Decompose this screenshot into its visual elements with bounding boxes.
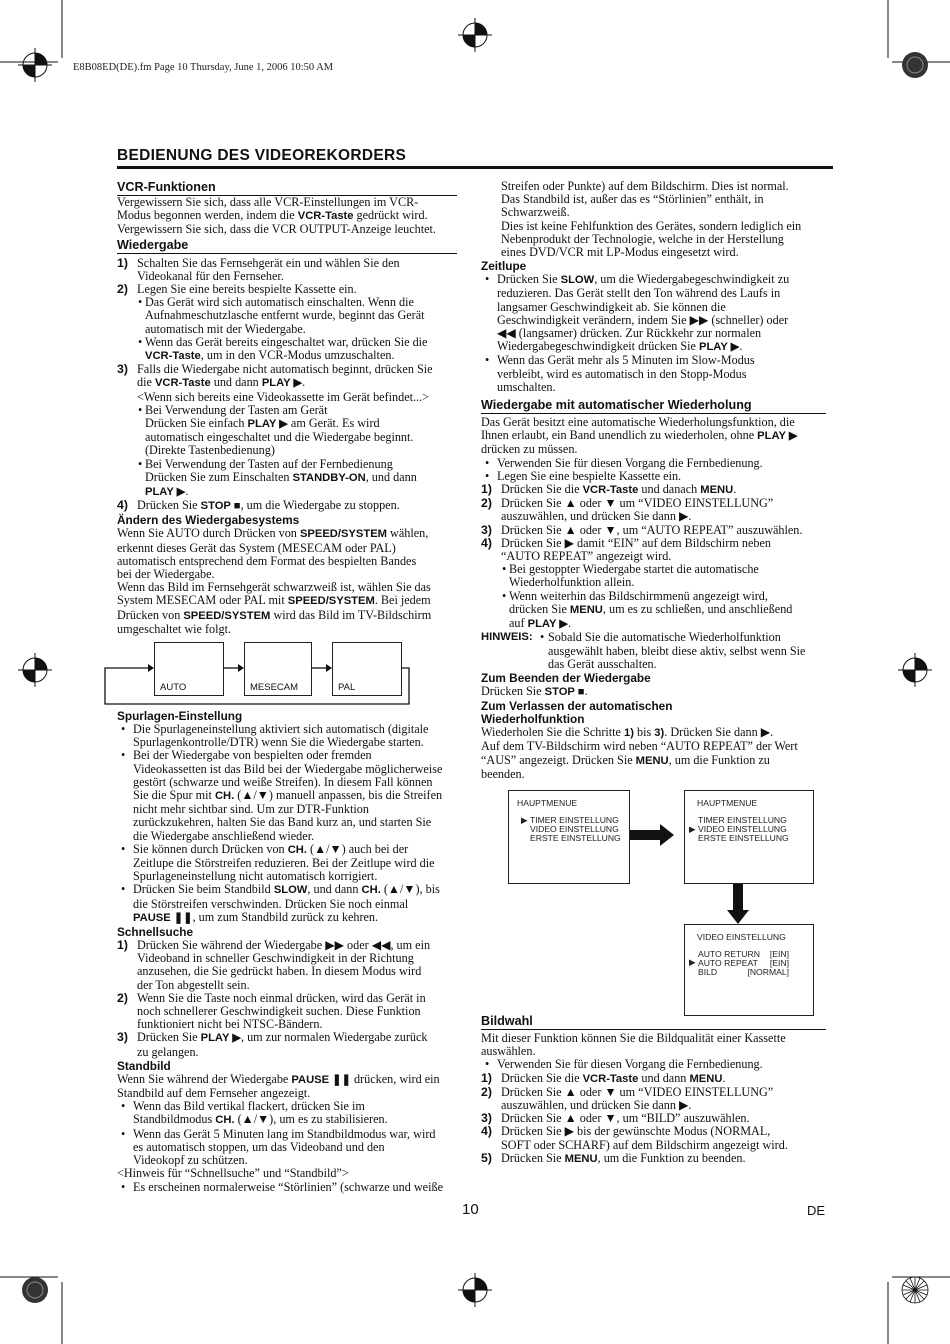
standbild-bullet-2: • Wenn das Gerät 5 Minuten lang im Standbildmodus war, wird es automatisch stoppen, um das Videoband und den Videokopf zu schützen. (117, 1128, 457, 1168)
section-title-wiedergabe: Wiedergabe (117, 238, 457, 254)
subsection-spurlagen: Spurlagen-Einstellung (117, 709, 243, 723)
left-column (117, 180, 457, 636)
auto-step-4: 4) Drücken Sie ▶ damit “EIN” auf dem Bildschirm neben “AUTO REPEAT” angezeigt wird. (481, 535, 771, 564)
bildwahl-step-3: 3) Drücken Sie ▲ oder ▼, um “BILD” auszuwählen. (481, 1111, 750, 1126)
osd-screen-main-menu-2: HAUPTMENUE ▶ TIMER EINSTELLUNG VIDEO EINSTELLUNG ERSTE EINSTELLUNG (684, 790, 814, 884)
aendern-para-2: Wenn das Bild im Fernsehgerät schwarzweiß ist, wählen Sie das System MESECAM oder PAL mit SPEED/SYSTEM. Bei jedem Drücken von SPEED/SYSTEM wird das Bild im TV-Bildschirm umgeschaltet wie folgt. (117, 580, 432, 636)
title-rule (117, 166, 833, 169)
step-2-bullet-1: • Das Gerät wird sich automatisch einschalten. Wenn die Aufnahmeschutzlasche entfernt wurde, beginnt das Gerät automatisch mit der Wiedergabe. (117, 296, 457, 336)
schnell-step-3: 3) Drücken Sie PLAY ▶, um zur normalen Wiedergabe zurück zu gelangen. (117, 1030, 428, 1059)
section-title-auto-repeat: Wiedergabe mit automatischer Wiederholung (481, 398, 826, 414)
osd-screen-video-settings: VIDEO EINSTELLUNG ▶ AUTO RETURN AUTO REPEAT BILD [EIN] [EIN] [NORMAL] (684, 924, 814, 1016)
subsection-zeitlupe: Zeitlupe (481, 259, 527, 274)
arrow-right-icon (630, 824, 674, 846)
auto-step-3: 3) Drücken Sie ▲ oder ▼, um “AUTO REPEAT” auszuwählen. (481, 522, 803, 537)
schnell-step-2: 2) Wenn Sie die Taste noch einmal drücken, wird das Gerät in noch schnellerer Geschwindigkeit suchen. Diese Funktion funktioniert nicht bei NTSC-Bändern. (117, 990, 426, 1032)
zeitlupe-bullet-2: • Wenn das Gerät mehr als 5 Minuten im Slow-Modus verbleibt, wird es automatisch in den Stopp-Modus umschalten. (481, 354, 826, 394)
spur-bullet-3: • Sie können durch Drücken von CH. (▲/▼) auch bei der Zeitlupe die Störstreifen reduzieren. Bei der Zeitlupe wird die Spurlageneinstellung nicht automatisch korrigiert. (117, 843, 457, 884)
zeitlupe-bullet-1: • Drücken Sie SLOW, um die Wiedergabegeschwindigkeit zu reduzieren. Das Gerät stellt den Ton während des Laufs in langsamer Geschwindigkeit ab. Sie können die Geschwindigkeit verändern, indem Sie ▶▶ (schneller) oder ◀◀ (langsamer) drücken. Zur Rückkehr zur normalen Wiedergabegeschwindigkeit drücken Sie PLAY ▶. (481, 273, 826, 354)
bildwahl-intro: Mit dieser Funktion können Sie die Bildqualität einer Kassette auswählen. (481, 1031, 786, 1059)
left-column-lower (117, 709, 457, 1194)
hinweis-bullet-1: • Es erscheinen normalerweise “Störlinien” (schwarze und weiße (117, 1181, 457, 1194)
auto-step-1: 1) Drücken Sie die VCR-Taste und danach MENU. (481, 482, 737, 497)
spur-bullet-2: • Bei der Wiedergabe von bespielten oder fremden Videokassetten ist das Bild bei der Wiedergabe möglicherweise gestört (schwarze und weiße Streifen). In diesem Fall können Sie die Spur mit CH. (▲/▼) manuell anpassen, bis die Streifen nicht mehr sichtbar sind. Um zur DTR-Funktion zurückzukehren, halten Sie das Band kurz an, und starten Sie die Wiedergabe anschließend wieder. (117, 749, 457, 842)
mode-box-pal: PAL (332, 642, 402, 696)
page-title: BEDIENUNG DES VIDEOREKORDERS (117, 147, 407, 164)
step-2: 2) Legen Sie eine bereits bespielte Kassette ein. (117, 282, 357, 297)
verlassen-para-1: Wiederholen Sie die Schritte 1) bis 3). Drücken Sie dann ▶. (481, 725, 774, 740)
vcr-intro: Vergewissern Sie sich, dass alle VCR-Einstellungen im VCR- Modus begonnen werden, indem die VCR-Taste gedrückt wird. Vergewissern Sie sich, dass die VCR OUTPUT-Anzeige leuchtet. (117, 195, 436, 237)
step-3-bullet-2: • Bei Verwendung der Tasten auf der Fernbedienung Drücken Sie zum Einschalten STANDBY-ON, und dann PLAY ▶. (117, 458, 457, 500)
aendern-para-1: Wenn Sie AUTO durch Drücken von SPEED/SYSTEM wählen, erkennt dieses Gerät das System (MESECAM oder PAL) automatisch entsprechend dem Format des bespielten Bandes bei der Wiedergabe. (117, 526, 429, 582)
step-1: 1) Schalten Sie das Fernsehgerät ein und wählen Sie den Videokanal für den Fernseher. (117, 255, 400, 283)
auto-bullet-2: • Legen Sie eine bespielte Kassette ein. (481, 470, 826, 483)
step-3-bullet-1: • Bei Verwendung der Tasten am Gerät Drücken Sie einfach PLAY ▶ am Gerät. Es wird automatisch eingeschaltet und die Wiedergabe beginnt. (Direkte Tastenbedienung) (117, 404, 457, 458)
right-column (481, 180, 826, 781)
mode-box-mesecam: MESECAM (244, 642, 312, 696)
auto-step-4-bullet-2: • Wenn weiterhin das Bildschirmmenü angezeigt wird, drücken Sie MENU, um es zu schließen, und anschließend auf PLAY ▶. (481, 590, 826, 632)
schnell-step-1: 1) Drücken Sie während der Wiedergabe ▶▶ oder ◀◀, um ein Videoband in schneller Geschwindigkeit in der Richtung anzusehen, die Sie gedrückt haben. In diesem Modus wird der Ton abgestellt sein. (117, 938, 431, 992)
spur-bullet-1: • Die Spurlageneinstellung aktiviert sich automatisch (digitale Spurlagenkontrolle/DTR) wenn Sie die Wiedergabe starten. (117, 723, 457, 749)
step-3-condition: <Wenn sich bereits eine Videokassette im Gerät befindet...> (137, 389, 430, 404)
beenden-text: Drücken Sie STOP ■. (481, 683, 588, 698)
mode-box-auto: AUTO (154, 642, 224, 696)
bildwahl-step-5: 5) Drücken Sie MENU, um die Funktion zu beenden. (481, 1150, 746, 1165)
hinweis-heading: <Hinweis für “Schnellsuche” und “Standbild”> (117, 1166, 349, 1181)
standbild-para: Wenn Sie während der Wiedergabe PAUSE ❚❚ drücken, wird ein Standbild auf dem Fernseher angezeigt. (117, 1071, 440, 1101)
bildwahl-step-2: 2) Drücken Sie ▲ oder ▼ um “VIDEO EINSTELLUNG” auszuwählen, und drücken Sie dann ▶. (481, 1084, 774, 1113)
subsection-schnellsuche: Schnellsuche (117, 925, 194, 940)
hinweis-continuation: Streifen oder Punkte) auf dem Bildschirm. Dies ist normal. Das Standbild ist, außer das es “Störlinien” enthält, in Schwarzweiß. Dies ist keine Fehlfunktion des Gerätes, sondern lediglich ein Nebenprodukt der Technologie, welche in der Herstellung eines DVD/VCR mit LP-Modus eingesetzt wird. (501, 179, 802, 260)
standbild-bullet-1: • Wenn das Bild vertikal flackert, drücken Sie im Standbildmodus CH. (▲/▼), um es zu stabilisieren. (117, 1100, 457, 1127)
right-column-bildwahl (481, 1014, 826, 1166)
verlassen-para-2: Auf dem TV-Bildschirm wird neben “AUTO REPEAT” der Wert “AUS” angezeigt. Drücken Sie MENU, um die Funktion zu beenden. (481, 739, 798, 781)
subsection-verlassen: Zum Verlassen der automatischen Wiederholfunktion (481, 699, 673, 727)
page-number: 10 (462, 1201, 479, 1218)
language-code: DE (807, 1203, 826, 1218)
cycle-arrows (104, 642, 434, 708)
spur-bullet-4: • Drücken Sie beim Standbild SLOW, und dann CH. (▲/▼), bis die Störstreifen verschwinden. Drücken Sie noch einmal PAUSE ❚❚, um zum Standbild zurück zu kehren. (117, 883, 457, 925)
section-title-vcr: VCR-Funktionen (117, 180, 457, 196)
auto-intro: Das Gerät besitzt eine automatische Wiederholungsfunktion, die Ihnen erlaubt, ein Band unendlich zu wiederholen, ohne PLAY ▶ drücken zu müssen. (481, 415, 798, 457)
section-title-bildwahl: Bildwahl (481, 1014, 826, 1030)
step-3: 3) Falls die Wiedergabe nicht automatisch beginnt, drücken Sie die VCR-Taste und dann PLAY ▶. (117, 362, 433, 390)
subsection-standbild: Standbild (117, 1058, 171, 1073)
hinweis-note: HINWEIS: • Sobald Sie die automatische Wiederholfunktion ausgewählt haben, bleibt diese aktiv, selbst wenn Sie das Gerät ausschalten. (481, 630, 806, 671)
bildwahl-step-4: 4) Drücken Sie ▶ bis der gewünschte Modus (NORMAL, SOFT oder SCHARF) auf dem Bildschirm angezeigt wird. (481, 1124, 788, 1152)
step-4: 4) Drücken Sie STOP ■, um die Wiedergabe zu stoppen. (117, 498, 400, 513)
file-header: E8B08ED(DE).fm Page 10 Thursday, June 1, 2006 10:50 AM (73, 62, 334, 73)
step-2-bullet-2: • Wenn das Gerät bereits eingeschaltet war, drücken Sie die VCR-Taste, um in den VCR-Modus umzuschalten. (117, 336, 457, 363)
bildwahl-bullet-1: • Verwenden Sie für diesen Vorgang die Fernbedienung. (481, 1058, 826, 1071)
auto-step-4-bullet-1: • Bei gestoppter Wiedergabe startet die automatische Wiederholfunktion allein. (481, 563, 826, 589)
arrow-down-icon (727, 884, 749, 924)
subsection-aendern: Ändern des Wiedergabesystems (117, 513, 300, 528)
auto-bullet-1: • Verwenden Sie für diesen Vorgang die Fernbedienung. (481, 457, 826, 470)
osd-screen-main-menu-1: HAUPTMENUE ▶ TIMER EINSTELLUNG VIDEO EINSTELLUNG ERSTE EINSTELLUNG (508, 790, 630, 884)
mode-cycle-diagram (104, 642, 434, 708)
subsection-beenden: Zum Beenden der Wiedergabe (481, 670, 651, 685)
bildwahl-step-1: 1) Drücken Sie die VCR-Taste und dann MENU. (481, 1070, 726, 1085)
auto-step-2: 2) Drücken Sie ▲ oder ▼ um “VIDEO EINSTELLUNG” auszuwählen, und drücken Sie dann ▶. (481, 496, 774, 524)
